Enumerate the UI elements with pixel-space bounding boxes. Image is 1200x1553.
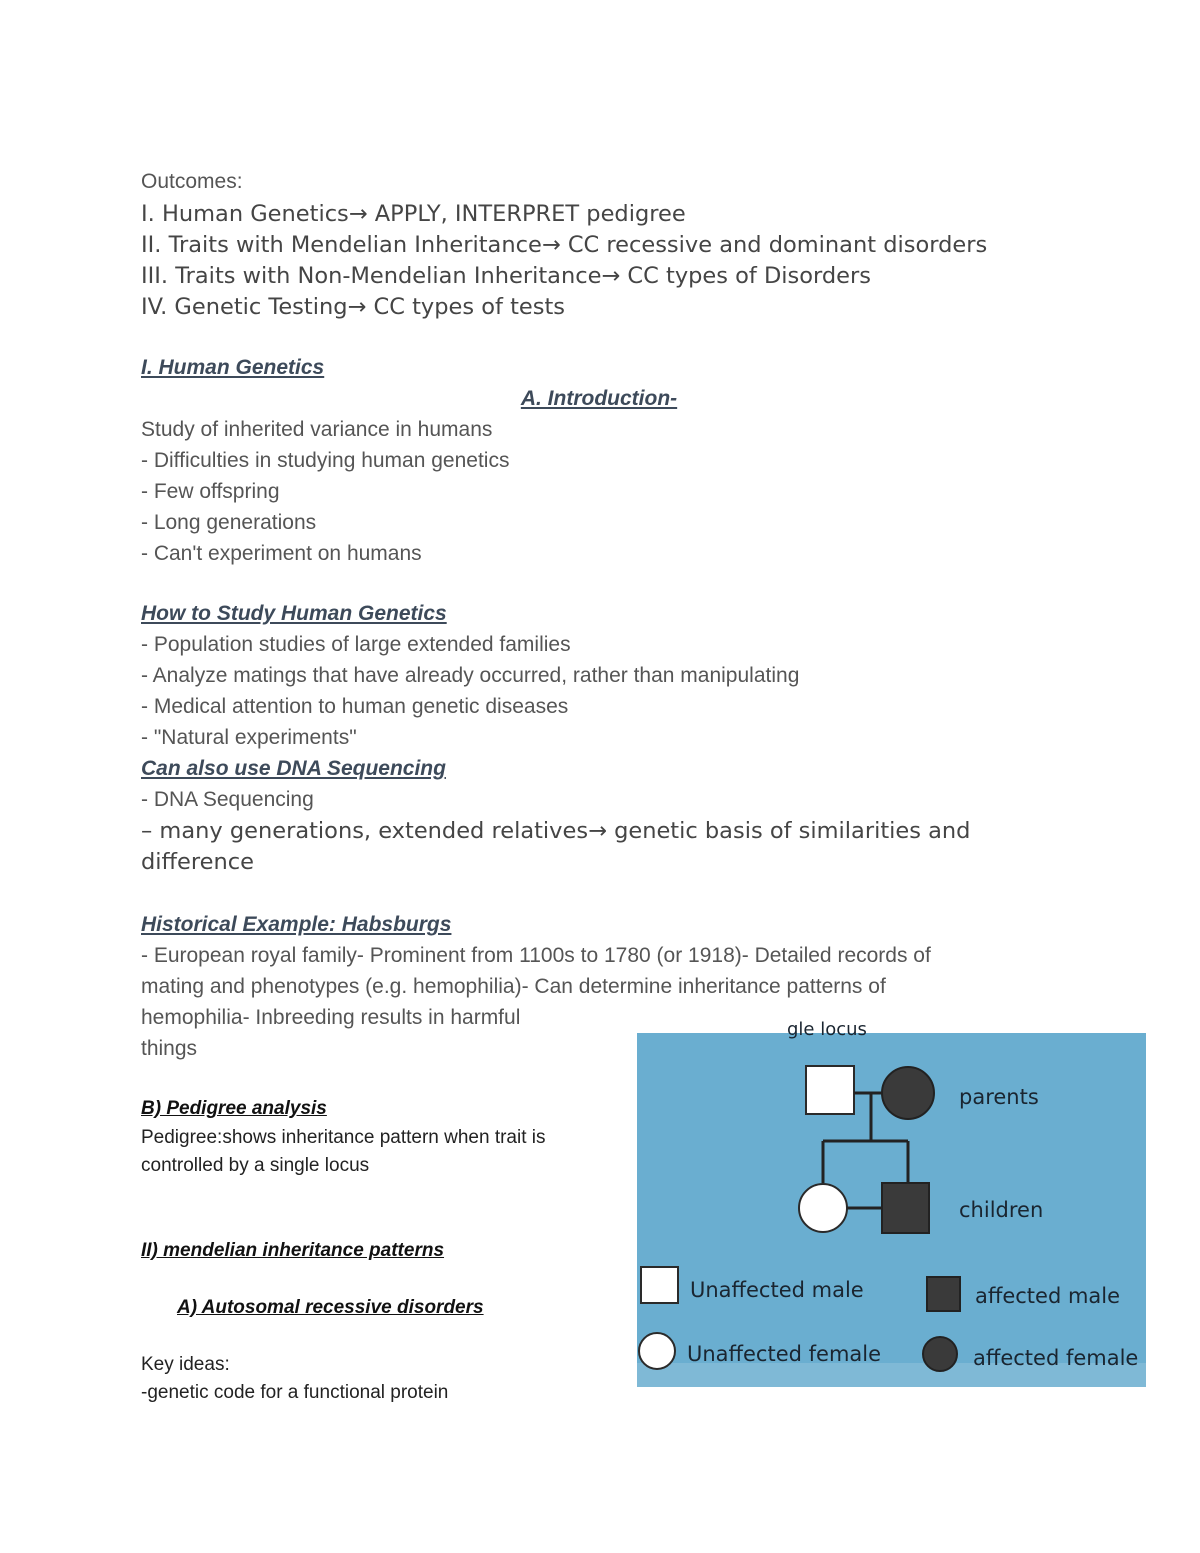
child-male-affected-square: [882, 1183, 929, 1233]
historical-heading: Historical Example: Habsburgs: [141, 913, 452, 936]
intro-line-3: - Few offspring: [141, 480, 280, 503]
how-to-line-4: - "Natural experiments": [141, 726, 357, 749]
dna-heading: Can also use DNA Sequencing: [141, 757, 446, 780]
pedigree-line-1: Pedigree:shows inheritance pattern when trait is: [141, 1127, 546, 1148]
outcome-item-4: IV. Genetic Testing→ CC types of tests: [141, 294, 565, 320]
legend-unaffected-female-label: Unaffected female: [687, 1342, 882, 1366]
historical-line-3: hemophilia- Inbreeding results in harmful: [141, 1006, 521, 1029]
legend-unaffected-female-circle: [639, 1333, 675, 1369]
children-label: children: [959, 1198, 1044, 1222]
legend-unaffected-male-square: [641, 1267, 678, 1303]
intro-line-5: - Can't experiment on humans: [141, 542, 422, 565]
dna-line-2: – many generations, extended relatives→ genetic basis of similarities and: [141, 818, 971, 844]
how-to-line-2: - Analyze matings that have already occurred, rather than manipulating: [141, 664, 800, 687]
legend-affected-female-label: affected female: [973, 1346, 1139, 1370]
historical-line-2: mating and phenotypes (e.g. hemophilia)- Can determine inheritance patterns of: [141, 975, 886, 998]
intro-line-4: - Long generations: [141, 511, 317, 534]
historical-line-1: - European royal family- Prominent from 1100s to 1780 (or 1918)- Detailed records of: [141, 944, 931, 967]
parents-label: parents: [959, 1085, 1039, 1109]
legend-unaffected-male-label: Unaffected male: [690, 1278, 864, 1302]
outcome-item-2: II. Traits with Mendelian Inheritance→ CC recessive and dominant disorders: [141, 232, 988, 258]
intro-line-1: Study of inherited variance in humans: [141, 418, 493, 441]
legend-affected-male-label: affected male: [975, 1284, 1121, 1308]
legend-affected-male-square: [927, 1277, 960, 1311]
child-female-unaffected-circle: [799, 1184, 847, 1232]
dna-line-1: - DNA Sequencing: [141, 788, 314, 811]
section-2-heading: II) mendelian inheritance patterns: [141, 1240, 445, 1261]
parent-female-affected-circle: [882, 1067, 934, 1119]
intro-heading: A. Introduction-: [520, 387, 678, 410]
pedigree-heading: B) Pedigree analysis: [141, 1098, 327, 1119]
legend-affected-female-circle: [923, 1337, 957, 1371]
partial-caption-text: gle locus: [787, 1019, 867, 1040]
outcome-item-3: III. Traits with Non-Mendelian Inheritance→ CC types of Disorders: [141, 263, 871, 289]
dna-line-3: difference: [141, 849, 254, 875]
outcome-item-1: I. Human Genetics→ APPLY, INTERPRET pedigree: [141, 201, 686, 227]
how-to-heading: How to Study Human Genetics: [141, 602, 447, 625]
key-ideas-label: Key ideas:: [141, 1354, 230, 1375]
intro-line-2: - Difficulties in studying human genetics: [141, 449, 510, 472]
pedigree-line-2: controlled by a single locus: [141, 1155, 370, 1176]
pedigree-diagram: [637, 1033, 1146, 1387]
how-to-line-3: - Medical attention to human genetic diseases: [141, 695, 569, 718]
how-to-line-1: - Population studies of large extended families: [141, 633, 571, 656]
pedigree-figure: [637, 1019, 1146, 1387]
key-ideas-line: -genetic code for a functional protein: [141, 1382, 449, 1403]
parent-male-unaffected-square: [806, 1066, 854, 1114]
autosomal-recessive-heading: A) Autosomal recessive disorders: [177, 1297, 484, 1318]
section-1-heading: I. Human Genetics: [141, 356, 325, 379]
historical-line-4: things: [141, 1037, 198, 1060]
outcomes-title: Outcomes:: [141, 170, 243, 193]
